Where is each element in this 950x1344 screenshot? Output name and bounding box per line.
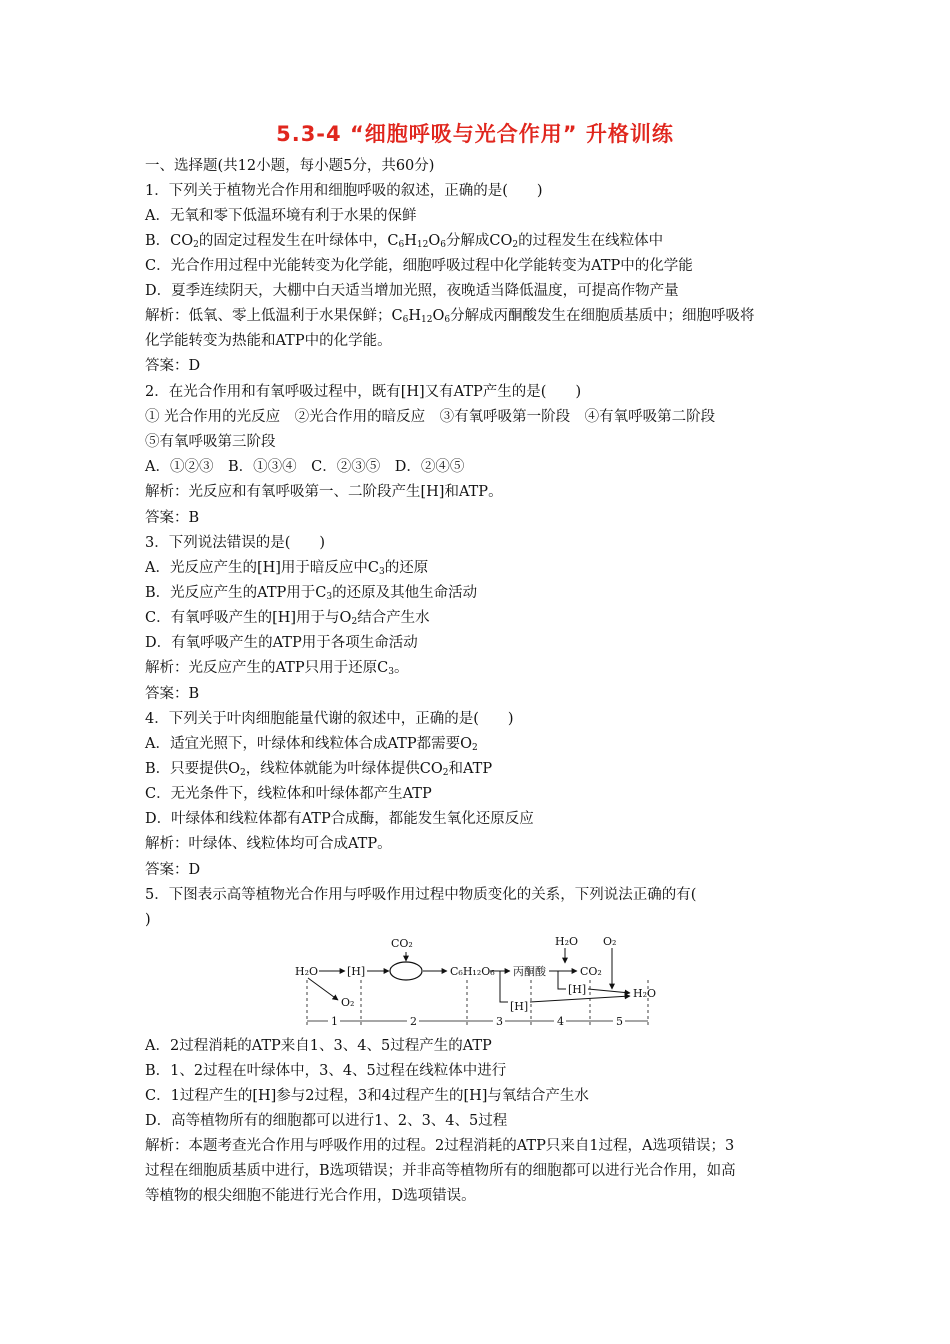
stage-label-2: 2: [410, 1015, 417, 1028]
arrow-h-bottom-to-h2o: [530, 996, 630, 1002]
q5-stem-line2: ): [145, 912, 151, 928]
arrow-h-to-h2o: [588, 989, 630, 993]
q4-option-c: C．无光条件下，线粒体和叶绿体都产生ATP: [145, 786, 432, 802]
label-co2-right: CO₂: [580, 965, 602, 978]
label-o2-top: O₂: [603, 935, 617, 948]
q2-options-line1: ① 光合作用的光反应 ②光合作用的暗反应 ③有氧呼吸第一阶段 ④有氧呼吸第二阶段: [145, 409, 716, 425]
q1-stem: 1．下列关于植物光合作用和细胞呼吸的叙述，正确的是( ): [145, 183, 543, 199]
q3-stem: 3．下列说法错误的是( ): [145, 535, 326, 551]
q3-option-d: D．有氧呼吸产生的ATP用于各项生命活动: [145, 635, 418, 651]
q3-option-c: C．有氧呼吸产生的[H]用于与$O_2$结合产生水: [145, 610, 430, 627]
q2-stem: 2．在光合作用和有氧呼吸过程中，既有[H]又有ATP产生的是( ): [145, 384, 582, 400]
q2-answer: 答案：B: [145, 510, 200, 526]
q3-explanation: 解析：光反应产生的ATP只用于还原$C_3$。: [145, 660, 409, 677]
q1-option-b: B．$CO_2$的固定过程发生在叶绿体中，$C_6H_{12}O_6$分解成$CO_2$的过程发生在线粒体中: [145, 233, 664, 250]
q5-explanation-line2: 过程在细胞质基质中进行，B选项错误；并非高等植物所有的细胞都可以进行光合作用，如高: [145, 1163, 736, 1179]
q4-explanation: 解析：叶绿体、线粒体均可合成ATP。: [145, 836, 392, 852]
q1-explanation-line2: 化学能转变为热能和ATP中的化学能。: [145, 333, 392, 349]
label-co2-top: CO₂: [391, 937, 413, 950]
q2-choices: A．①②③ B．①③④ C．②③⑤ D．②④⑤: [145, 459, 465, 475]
q4-answer: 答案：D: [145, 862, 201, 878]
cycle-ellipse: [390, 962, 422, 980]
q4-option-d: D．叶绿体和线粒体都有ATP合成酶，都能发生氧化还原反应: [145, 811, 534, 827]
label-h2o-end: H₂O: [633, 987, 657, 1000]
q4-option-a: A．适宜光照下，叶绿体和线粒体合成ATP都需要$O_2$: [145, 736, 478, 753]
q5-option-c: C．1过程产生的[H]参与2过程，3和4过程产生的[H]与氧结合产生水: [145, 1088, 589, 1104]
q2-explanation: 解析：光反应和有氧呼吸第一、二阶段产生[H]和ATP。: [145, 484, 503, 500]
q3-option-b: B．光反应产生的ATP用于$C_3$的还原及其他生命活动: [145, 585, 478, 602]
label-pyruvate: 丙酮酸: [513, 965, 546, 978]
q3-option-a: A．光反应产生的[H]用于暗反应中$C_3$的还原: [145, 560, 429, 577]
stage-label-1: 1: [331, 1015, 338, 1028]
q4-option-b: B．只要提供$O_2$，线粒体就能为叶绿体提供$CO_2$和ATP: [145, 761, 493, 778]
arrow-h-bottom-branch: [500, 971, 508, 1002]
q5-option-b: B．1、2过程在叶绿体中，3、4、5过程在线粒体中进行: [145, 1063, 507, 1079]
q5-explanation-line1: 解析：本题考查光合作用与呼吸作用的过程。2过程消耗的ATP只来自1过程，A选项错误；3: [145, 1138, 735, 1154]
q5-option-d: D．高等植物所有的细胞都可以进行1、2、3、4、5过程: [145, 1113, 508, 1129]
q1-option-d: D．夏季连续阴天，大棚中白天适当增加光照，夜晚适当降低温度，可提高作物产量: [145, 283, 679, 299]
q1-option-a: A．无氧和零下低温环境有利于水果的保鲜: [145, 208, 417, 224]
q2-options-line2: ⑤有氧呼吸第三阶段: [145, 434, 276, 450]
q5-stem-line1: 5．下图表示高等植物光合作用与呼吸作用过程中物质变化的关系，下列说法正确的有(: [145, 887, 697, 903]
q1-answer: 答案：D: [145, 358, 201, 374]
arrow-h-branch: [558, 971, 566, 989]
stage-label-5: 5: [616, 1015, 623, 1028]
label-o2: O₂: [341, 996, 355, 1009]
label-h-right: [H]: [568, 983, 587, 996]
stage-label-3: 3: [496, 1015, 503, 1028]
section-heading: 一、选择题(共12小题，每小题5分，共60分): [145, 158, 435, 174]
q3-answer: 答案：B: [145, 686, 200, 702]
label-c6h12o6: C₆H₁₂O₆: [450, 965, 495, 978]
q1-option-c: C．光合作用过程中光能转变为化学能，细胞呼吸过程中化学能转变为ATP中的化学能: [145, 258, 693, 274]
stage-label-4: 4: [557, 1015, 564, 1028]
label-h2o: H₂O: [295, 965, 319, 978]
arrow-h2o-to-o2: [308, 978, 338, 1000]
label-h2o-top: H₂O: [555, 935, 579, 948]
q5-option-a: A．2过程消耗的ATP来自1、3、4、5过程产生的ATP: [145, 1038, 492, 1054]
q5-explanation-line3: 等植物的根尖细胞不能进行光合作用，D选项错误。: [145, 1188, 476, 1204]
photosynthesis-respiration-diagram: [290, 930, 665, 1030]
page-title: 5.3-4 “细胞呼吸与光合作用” 升格训练: [276, 122, 674, 146]
label-h-bottom: [H]: [510, 1000, 529, 1013]
q4-stem: 4．下列关于叶肉细胞能量代谢的叙述中，正确的是( ): [145, 711, 514, 727]
q1-explanation-line1: 解析：低氧、零上低温利于水果保鲜；$C_6H_{12}O_6$分解成丙酮酸发生在细胞质基质中；细胞呼吸将: [145, 308, 755, 325]
label-h-left: [H]: [347, 965, 366, 978]
